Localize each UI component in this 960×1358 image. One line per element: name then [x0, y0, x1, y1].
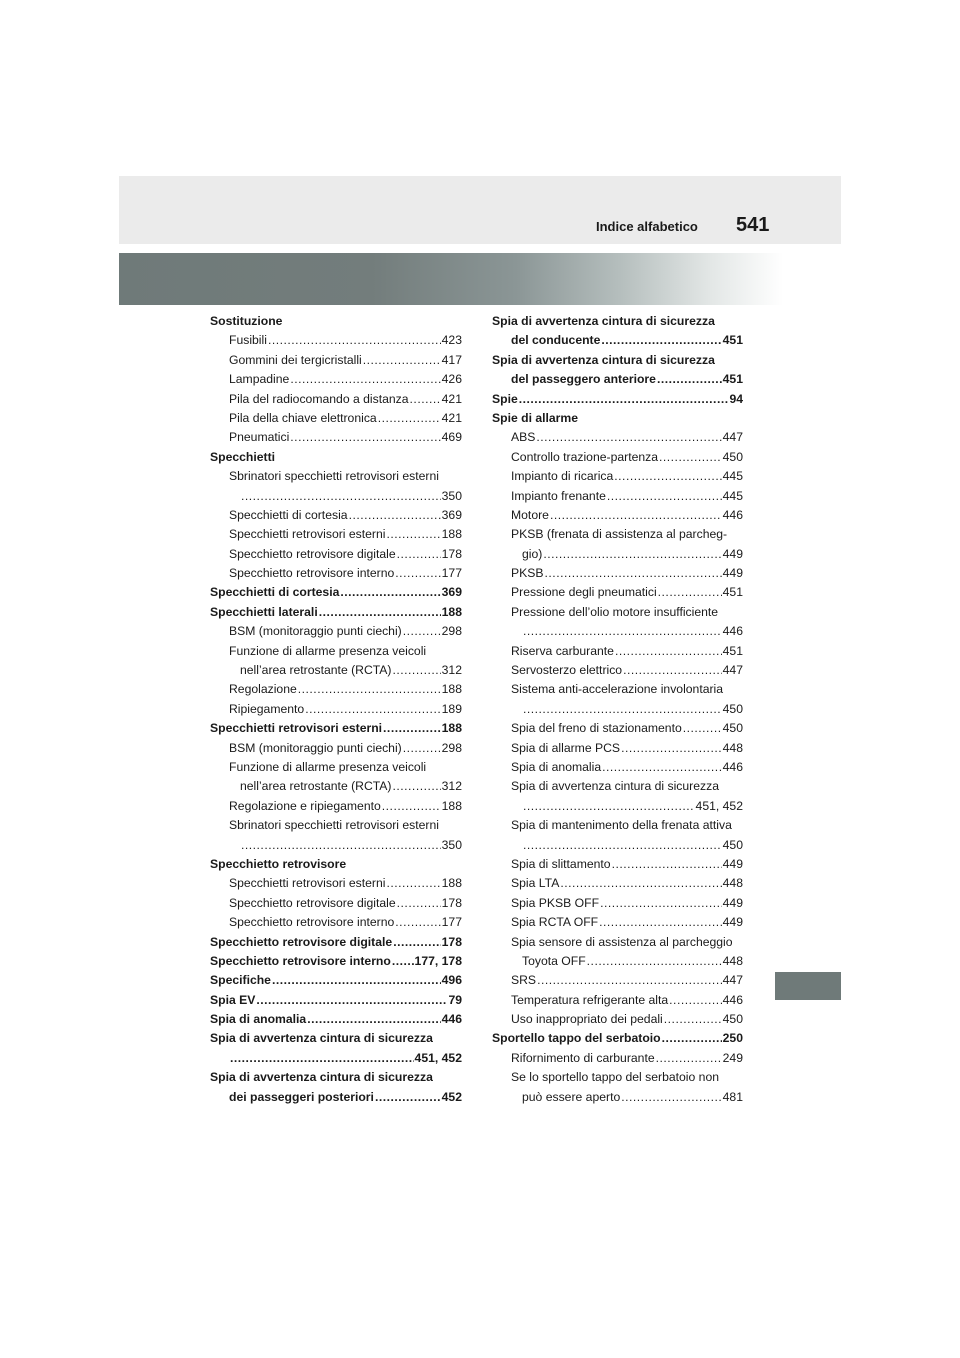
index-entry: [492, 370, 743, 389]
index-entry: [210, 312, 462, 331]
index-page-ref: 178: [441, 895, 462, 910]
index-entry: [492, 836, 743, 855]
index-page-ref: 496: [441, 973, 462, 988]
index-entry: [210, 661, 462, 680]
dot-leader: [397, 894, 441, 913]
index-entry-text: Specchietto retrovisore interno: [229, 915, 395, 930]
index-entry-text: Regolazione e ripiegamento: [229, 798, 381, 813]
index-page-ref: 417: [441, 352, 462, 367]
dot-leader: [395, 913, 440, 932]
index-page-ref: 188: [441, 876, 462, 891]
dot-leader: [256, 991, 447, 1010]
dot-leader: [307, 1010, 440, 1029]
index-entry: [210, 874, 462, 893]
index-page-ref: 451: [722, 372, 743, 387]
index-entry: [210, 991, 462, 1010]
index-entry-text: Specifiche: [210, 973, 271, 988]
index-entry-text: Funzione di allarme presenza veicoli: [229, 759, 427, 774]
index-page-ref: 178: [441, 934, 462, 949]
index-page-ref: 446: [441, 1012, 462, 1027]
dot-leader: [657, 370, 722, 389]
index-entry: [210, 1068, 462, 1087]
index-entry: [492, 933, 743, 952]
index-entry-text: Specchietto retrovisore: [210, 856, 347, 871]
index-page-ref: 421: [441, 391, 462, 406]
index-entry: [210, 758, 462, 777]
dot-leader: [658, 583, 722, 602]
index-page-ref: 451, 452: [414, 1050, 462, 1065]
index-entry: [210, 331, 462, 350]
index-page-ref: 451: [722, 643, 743, 658]
index-entry: [210, 933, 462, 952]
index-entry-text: Spia RCTA OFF: [511, 915, 599, 930]
dot-leader: [536, 428, 721, 447]
index-entry-text: Spia LTA: [511, 876, 560, 891]
index-entry: [210, 816, 462, 835]
index-entry-text: Uso inappropriato dei pedali: [511, 1012, 663, 1027]
page-number: 541: [736, 214, 770, 236]
index-entry: [210, 913, 462, 932]
index-entry: [492, 952, 743, 971]
index-entry: [210, 409, 462, 428]
index-entry-text: gio): [522, 546, 543, 561]
index-entry-text: Spie di allarme: [492, 410, 579, 425]
index-entry-text: Lampadine: [229, 372, 290, 387]
index-entry: [492, 700, 743, 719]
index-entry: [210, 603, 462, 622]
index-page-ref: 350: [441, 837, 462, 852]
dot-leader: [659, 448, 722, 467]
index-entry-text: Pila della chiave elettronica: [229, 410, 377, 425]
index-page-ref: 450: [722, 449, 743, 464]
index-page-ref: 189: [441, 701, 462, 716]
dot-leader: [656, 1049, 722, 1068]
index-entry: [210, 1029, 462, 1048]
section-title: Indice alfabetico: [596, 219, 698, 234]
index-entry-text: Spia di avvertenza cintura di sicurezza: [492, 314, 715, 328]
index-entry: [492, 680, 743, 699]
index-page-ref: 450: [722, 701, 743, 716]
dot-leader: [623, 661, 722, 680]
dot-leader: [612, 855, 722, 874]
dot-leader: [614, 467, 721, 486]
index-entry: [492, 331, 743, 350]
index-entry: [492, 428, 743, 447]
dot-leader: [543, 545, 721, 564]
index-entry: [210, 390, 462, 409]
index-entry-text: SRS: [511, 973, 537, 988]
index-entry-text: Spia di anomalia: [511, 759, 602, 774]
index-entry-text: Fusibili: [229, 333, 267, 348]
index-entry: [210, 777, 462, 796]
index-entry-text: Spia di avvertenza cintura di sicurezza: [210, 1031, 433, 1046]
index-page-ref: 177, 178: [414, 953, 462, 968]
index-page-ref: 450: [722, 721, 743, 736]
index-page-ref: 449: [722, 915, 743, 930]
index-entry-text: Spia EV: [210, 992, 256, 1007]
dot-leader: [319, 603, 441, 622]
index-page-ref: 449: [722, 546, 743, 561]
index-entry-text: Pressione degli pneumatici: [511, 585, 657, 600]
index-entry-text: Riserva carburante: [511, 643, 614, 658]
index-page-ref: 448: [722, 953, 743, 968]
index-entry-text: Pila del radiocomando a distanza: [229, 391, 409, 406]
index-entry-text: Specchietti retrovisori esterni: [210, 721, 383, 736]
dot-leader: [386, 874, 440, 893]
index-entry: [210, 1049, 462, 1068]
index-page-ref: 447: [722, 973, 743, 988]
index-entry: [210, 700, 462, 719]
index-page-ref: 177: [441, 915, 462, 930]
index-entry: [492, 991, 743, 1010]
dot-leader: [560, 874, 721, 893]
dot-leader: [621, 739, 722, 758]
dot-leader: [545, 564, 722, 583]
index-entry: [210, 642, 462, 661]
dot-leader: [662, 1029, 722, 1048]
index-entry-text: Spia di avvertenza cintura di sicurezza: [511, 779, 719, 794]
index-entry-text: Sbrinatori specchietti retrovisori esterni: [229, 469, 439, 484]
index-page-ref: 350: [441, 488, 462, 503]
index-page-ref: 447: [722, 663, 743, 678]
index-entry-text: nell’area retrostante (RCTA): [240, 779, 392, 794]
dot-leader: [602, 758, 722, 777]
index-page-ref: 298: [441, 740, 462, 755]
dot-leader: [615, 642, 722, 661]
index-column-left: [210, 312, 462, 1107]
index-entry: [492, 719, 743, 738]
index-entry: [492, 1088, 743, 1107]
index-entry: [210, 836, 462, 855]
index-entry: [210, 351, 462, 370]
index-page-ref: 469: [441, 430, 462, 445]
index-entry-text: Specchietti di cortesia: [229, 507, 348, 522]
index-entry-text: Gommini dei tergicristalli: [229, 352, 362, 367]
dot-leader: [393, 933, 440, 952]
index-entry-text: Impianto di ricarica: [511, 469, 614, 484]
index-entry: [492, 312, 743, 331]
index-entry: [492, 874, 743, 893]
dot-leader: [523, 797, 695, 816]
index-page-ref: 449: [722, 895, 743, 910]
index-entry-text: Specchietti: [210, 449, 276, 464]
index-entry-text: ABS: [511, 430, 536, 445]
index-page-ref: 423: [441, 333, 462, 348]
index-page-ref: 451, 452: [695, 798, 743, 813]
index-entry: [492, 661, 743, 680]
dot-leader: [392, 952, 414, 971]
index-page-ref: 79: [448, 992, 462, 1007]
index-entry-text: Spia di allarme PCS: [511, 740, 621, 755]
index-entry: [210, 1088, 462, 1107]
index-page-ref: 188: [441, 721, 462, 736]
index-page-ref: 426: [441, 372, 462, 387]
index-entry-text: Spia di avvertenza cintura di sicurezza: [210, 1070, 433, 1085]
index-page-ref: 445: [722, 469, 743, 484]
index-page-ref: 178: [441, 546, 462, 561]
index-entry: [492, 390, 743, 409]
index-column-right: [492, 312, 743, 1107]
chapter-thumb-tab: [775, 972, 841, 1000]
dot-leader: [599, 913, 722, 932]
index-entry: [492, 1068, 743, 1087]
dot-leader: [363, 351, 441, 370]
dot-leader: [607, 487, 722, 506]
dot-leader: [298, 680, 441, 699]
index-entry-text: Sbrinatori specchietti retrovisori esterni: [229, 818, 439, 833]
dot-leader: [349, 506, 441, 525]
dot-leader: [378, 409, 441, 428]
dot-leader: [290, 370, 440, 389]
index-page-ref: 452: [441, 1089, 462, 1104]
index-entry: [492, 1010, 743, 1029]
index-entry: [492, 525, 743, 544]
index-entry-text: Ripiegamento: [229, 701, 305, 716]
index-entry-text: Spia sensore di assistenza al parcheggio: [511, 934, 733, 949]
index-page-ref: 448: [722, 876, 743, 891]
dot-leader: [397, 545, 441, 564]
index-page-ref: 188: [441, 604, 462, 619]
index-entry-text: Impianto frenante: [511, 488, 606, 503]
index-page-ref: 451: [722, 333, 743, 348]
index-entry: [210, 370, 462, 389]
index-entry: [210, 545, 462, 564]
index-entry: [210, 739, 462, 758]
dot-leader: [393, 661, 441, 680]
index-entry-text: Specchietti retrovisori esterni: [229, 876, 386, 891]
index-page-ref: 446: [722, 624, 743, 639]
dot-leader: [403, 622, 441, 641]
index-entry: [492, 583, 743, 602]
index-entry-text: può essere aperto: [522, 1089, 621, 1104]
dot-leader: [272, 971, 441, 990]
index-entry-text: Rifornimento di carburante: [511, 1050, 655, 1065]
index-entry: [492, 622, 743, 641]
index-entry: [492, 1029, 743, 1048]
index-entry: [210, 894, 462, 913]
index-entry: [492, 487, 743, 506]
dot-leader: [290, 428, 440, 447]
index-page-ref: 445: [722, 488, 743, 503]
index-entry-text: Spia di slittamento: [511, 856, 611, 871]
index-entry-text: BSM (monitoraggio punti ciechi): [229, 624, 402, 639]
dot-leader: [230, 1049, 414, 1068]
dot-leader: [340, 583, 440, 602]
index-page-ref: 448: [722, 740, 743, 755]
index-entry: [210, 719, 462, 738]
dot-leader: [621, 1088, 721, 1107]
index-entry: [492, 448, 743, 467]
index-page-ref: 449: [722, 856, 743, 871]
dot-leader: [410, 390, 441, 409]
index-entry: [210, 971, 462, 990]
index-entry: [210, 1010, 462, 1029]
index-page-ref: 369: [441, 585, 462, 600]
index-page-ref: 447: [722, 430, 743, 445]
dot-leader: [403, 739, 441, 758]
index-page-ref: 249: [722, 1050, 743, 1065]
index-entry-text: Specchietto retrovisore interno: [210, 953, 391, 968]
index-entry-text: Spia PKSB OFF: [511, 895, 600, 910]
index-entry-text: Funzione di allarme presenza veicoli: [229, 643, 427, 658]
index-entry-text: Specchietto retrovisore digitale: [229, 546, 396, 561]
index-entry-text: Pressione dell’olio motore insufficiente: [511, 604, 719, 619]
index-entry: [210, 855, 462, 874]
index-entry: [210, 506, 462, 525]
dot-leader: [600, 894, 722, 913]
index-entry: [210, 952, 462, 971]
dot-leader: [537, 971, 722, 990]
index-entry-text: Temperatura refrigerante alta: [511, 992, 669, 1007]
dot-leader: [375, 1088, 441, 1107]
dot-leader: [523, 836, 722, 855]
index-entry: [492, 797, 743, 816]
index-entry: [492, 506, 743, 525]
index-page-ref: 450: [722, 837, 743, 852]
index-entry-text: dei passeggeri posteriori: [229, 1089, 374, 1104]
index-page-ref: 94: [729, 391, 743, 406]
index-page-ref: 312: [441, 779, 462, 794]
index-page-ref: 177: [441, 566, 462, 581]
index-entry: [492, 894, 743, 913]
index-entry-text: Sostituzione: [210, 314, 283, 328]
dot-leader: [395, 564, 440, 583]
index-page-ref: 481: [722, 1089, 743, 1104]
index-entry-text: Spie: [492, 391, 518, 406]
index-page-ref: 446: [722, 507, 743, 522]
index-entry-text: BSM (monitoraggio punti ciechi): [229, 740, 402, 755]
index-entry: [492, 913, 743, 932]
dot-leader: [386, 525, 440, 544]
index-page-ref: 298: [441, 624, 462, 639]
index-page-ref: 188: [441, 527, 462, 542]
index-page-ref: 421: [441, 410, 462, 425]
index-entry: [492, 545, 743, 564]
index-page-ref: 451: [722, 585, 743, 600]
index-entry-text: Specchietto retrovisore digitale: [210, 934, 393, 949]
index-entry: [210, 583, 462, 602]
index-entry-text: Spia del freno di stazionamento: [511, 721, 682, 736]
dot-leader: [523, 700, 722, 719]
index-entry-text: Sportello tappo del serbatoio: [492, 1031, 661, 1046]
index-entry: [210, 564, 462, 583]
index-entry: [492, 603, 743, 622]
index-entry: [492, 351, 743, 370]
index-entry-text: Spia di anomalia: [210, 1012, 307, 1027]
index-entry-text: Spia di avvertenza cintura di sicurezza: [492, 352, 715, 367]
index-entry-text: del conducente: [511, 333, 601, 348]
index-entry-text: Specchietti di cortesia: [210, 585, 340, 600]
index-entry: [210, 448, 462, 467]
index-page-ref: 250: [722, 1031, 743, 1046]
header-band: [119, 176, 841, 244]
index-entry: [492, 855, 743, 874]
index-entry-text: Se lo sportello tappo del serbatoio non: [511, 1070, 720, 1085]
dot-leader: [519, 390, 729, 409]
index-page-ref: 369: [441, 507, 462, 522]
dot-leader: [382, 797, 441, 816]
index-entry-text: Controllo trazione-partenza: [511, 449, 659, 464]
index-entry: [492, 1049, 743, 1068]
index-page-ref: 446: [722, 992, 743, 1007]
index-entry-text: Pneumatici: [229, 430, 290, 445]
index-page-ref: 188: [441, 682, 462, 697]
index-entry: [210, 467, 462, 486]
index-entry: [492, 758, 743, 777]
dot-leader: [587, 952, 722, 971]
index-entry-text: Specchietto retrovisore interno: [229, 566, 395, 581]
index-entry-text: PKSB: [511, 566, 544, 581]
dot-leader: [683, 719, 722, 738]
index-entry: [210, 487, 462, 506]
index-entry: [492, 971, 743, 990]
index-entry-text: nell’area retrostante (RCTA): [240, 663, 392, 678]
index-entry-text: Specchietti laterali: [210, 604, 318, 619]
index-page-ref: 312: [441, 663, 462, 678]
dot-leader: [664, 1010, 722, 1029]
dot-leader: [305, 700, 440, 719]
index-page-ref: 449: [722, 566, 743, 581]
index-page-ref: 450: [722, 1012, 743, 1027]
index-entry-text: Sistema anti-accelerazione involontaria: [511, 682, 724, 697]
index-entry-text: Spia di mantenimento della frenata attiva: [511, 818, 732, 833]
dot-leader: [393, 777, 441, 796]
index-entry: [210, 428, 462, 447]
index-entry: [492, 777, 743, 796]
dot-leader: [383, 719, 441, 738]
index-entry: [492, 642, 743, 661]
index-page-ref: 446: [722, 759, 743, 774]
index-entry-text: Regolazione: [229, 682, 297, 697]
dot-leader: [241, 836, 441, 855]
index-entry: [492, 564, 743, 583]
index-entry: [492, 816, 743, 835]
index-page-ref: 188: [441, 798, 462, 813]
index-entry-text: Specchietti retrovisori esterni: [229, 527, 386, 542]
decorative-gradient-band: [119, 253, 841, 305]
index-entry: [210, 680, 462, 699]
index-entry: [492, 739, 743, 758]
dot-leader: [601, 331, 721, 350]
dot-leader: [523, 622, 722, 641]
dot-leader: [268, 331, 441, 350]
index-entry: [210, 525, 462, 544]
index-entry-text: del passeggero anteriore: [511, 372, 656, 387]
index-entry-text: Specchietto retrovisore digitale: [229, 895, 396, 910]
index-entry-text: Motore: [511, 507, 549, 522]
index-entry: [210, 622, 462, 641]
index-entry: [492, 467, 743, 486]
index-entry-text: PKSB (frenata di assistenza al parcheg-: [511, 527, 728, 542]
dot-leader: [550, 506, 722, 525]
index-entry: [492, 409, 743, 428]
index-entry-text: Servosterzo elettrico: [511, 663, 623, 678]
dot-leader: [241, 487, 441, 506]
index-entry-text: Toyota OFF: [522, 953, 586, 968]
dot-leader: [669, 991, 721, 1010]
index-entry: [210, 797, 462, 816]
